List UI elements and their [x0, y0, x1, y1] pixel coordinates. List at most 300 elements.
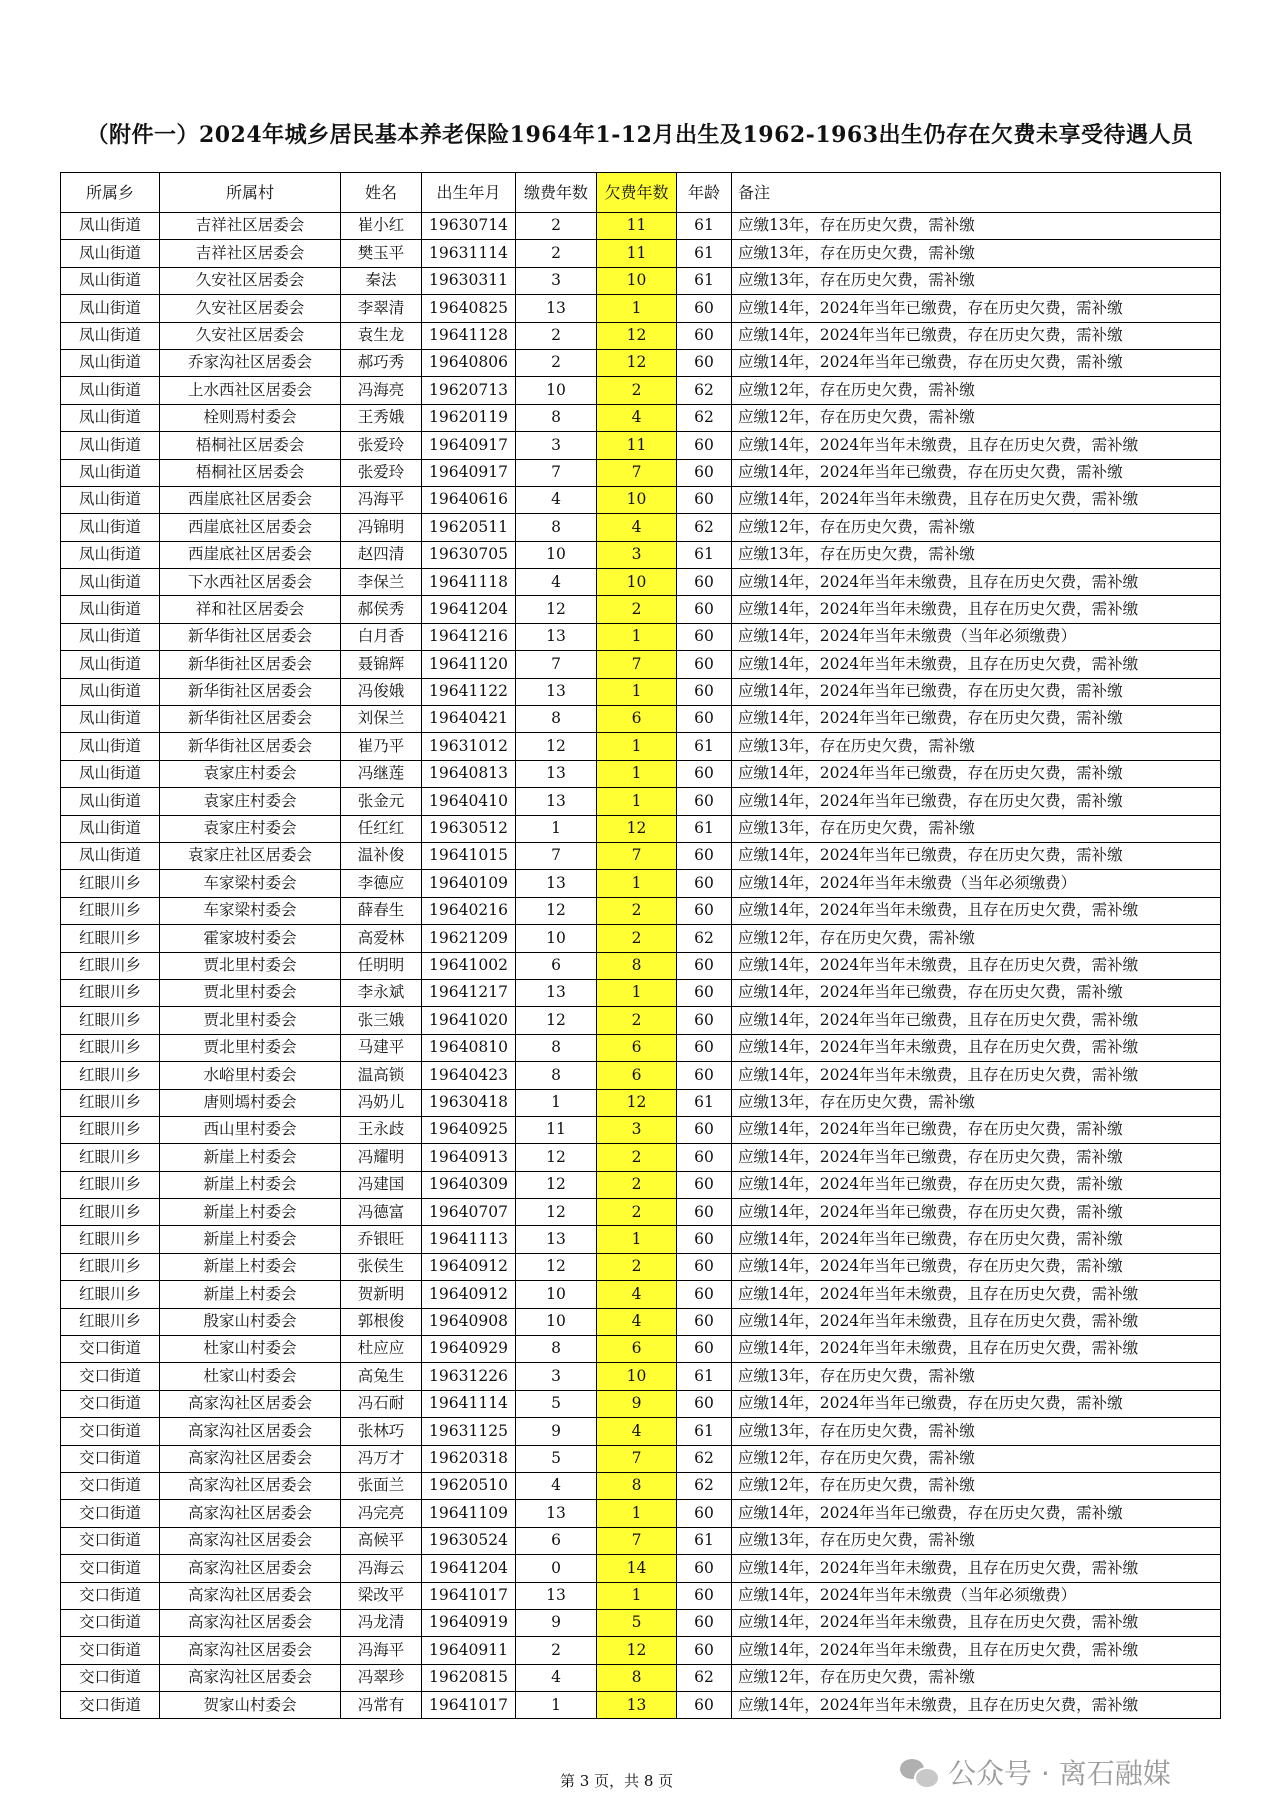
cell-owed-years: 1: [597, 1226, 677, 1253]
table-row: [61, 514, 1221, 541]
cell-township: 红眼川乡: [61, 897, 160, 924]
cell-birth: 19640912: [422, 1253, 516, 1280]
cell-name: 李翠清: [341, 295, 422, 322]
cell-age: 60: [677, 1308, 732, 1335]
cell-village: 栓则焉村委会: [160, 404, 341, 431]
cell-paid-years: 2: [516, 213, 597, 240]
cell-township: 凤山街道: [61, 706, 160, 733]
cell-birth: 19640917: [422, 432, 516, 459]
cell-birth: 19640929: [422, 1336, 516, 1363]
cell-township: 交口街道: [61, 1555, 160, 1582]
cell-remark: 应缴14年，2024年当年已缴费，存在历史欠费，需补缴: [732, 459, 1221, 486]
cell-remark: 应缴14年，2024年当年已缴费，存在历史欠费，需补缴: [732, 1199, 1221, 1226]
cell-age: 60: [677, 1637, 732, 1664]
cell-birth: 19641128: [422, 322, 516, 349]
cell-paid-years: 13: [516, 979, 597, 1006]
cell-birth: 19641118: [422, 569, 516, 596]
cell-remark: 应缴14年，2024年当年已缴费，存在历史欠费，需补缴: [732, 760, 1221, 787]
cell-remark: 应缴14年，2024年当年未缴费，且存在历史欠费，需补缴: [732, 1062, 1221, 1089]
cell-age: 60: [677, 1336, 732, 1363]
cell-township: 凤山街道: [61, 514, 160, 541]
cell-remark: 应缴14年，2024年当年已缴费，存在历史欠费，需补缴: [732, 349, 1221, 376]
cell-owed-years: 6: [597, 1336, 677, 1363]
cell-township: 交口街道: [61, 1363, 160, 1390]
cell-paid-years: 10: [516, 1281, 597, 1308]
cell-village: 祥和社区居委会: [160, 596, 341, 623]
cell-name: 郭根俊: [341, 1308, 422, 1335]
cell-remark: 应缴14年，2024年当年未缴费，且存在历史欠费，需补缴: [732, 486, 1221, 513]
cell-age: 61: [677, 815, 732, 842]
cell-age: 60: [677, 870, 732, 897]
cell-birth: 19640911: [422, 1637, 516, 1664]
cell-remark: 应缴14年，2024年当年已缴费，存在历史欠费，需补缴: [732, 979, 1221, 1006]
table-row: [61, 925, 1221, 952]
cell-owed-years: 2: [597, 1007, 677, 1034]
cell-remark: 应缴14年，2024年当年未缴费，且存在历史欠费，需补缴: [732, 1637, 1221, 1664]
cell-village: 袁家庄村委会: [160, 815, 341, 842]
cell-owed-years: 13: [597, 1692, 677, 1719]
cell-remark: 应缴14年，2024年当年已缴费，存在历史欠费，需补缴: [732, 1226, 1221, 1253]
cell-village: 新华街社区居委会: [160, 706, 341, 733]
cell-owed-years: 1: [597, 788, 677, 815]
cell-owed-years: 1: [597, 1500, 677, 1527]
cell-birth: 19620713: [422, 377, 516, 404]
cell-age: 61: [677, 1418, 732, 1445]
table-row: [61, 1226, 1221, 1253]
cell-township: 红眼川乡: [61, 870, 160, 897]
cell-owed-years: 7: [597, 842, 677, 869]
cell-age: 60: [677, 432, 732, 459]
table-row: [61, 213, 1221, 240]
cell-owed-years: 6: [597, 1062, 677, 1089]
cell-paid-years: 13: [516, 788, 597, 815]
cell-paid-years: 1: [516, 1089, 597, 1116]
cell-name: 冯常有: [341, 1692, 422, 1719]
cell-township: 红眼川乡: [61, 1253, 160, 1280]
cell-owed-years: 4: [597, 514, 677, 541]
cell-age: 62: [677, 1664, 732, 1691]
cell-name: 张面兰: [341, 1472, 422, 1499]
cell-name: 张林巧: [341, 1418, 422, 1445]
cell-township: 凤山街道: [61, 486, 160, 513]
col-header-name: 姓名: [341, 173, 422, 213]
cell-paid-years: 3: [516, 267, 597, 294]
cell-age: 60: [677, 760, 732, 787]
cell-paid-years: 6: [516, 1527, 597, 1554]
cell-village: 高家沟社区居委会: [160, 1609, 341, 1636]
cell-owed-years: 4: [597, 404, 677, 431]
cell-remark: 应缴14年，2024年当年未缴费，且存在历史欠费，需补缴: [732, 897, 1221, 924]
page-title: （附件一）2024年城乡居民基本养老保险1964年1-12月出生及1962-1963出生仍存在欠费未享受待遇人员: [86, 122, 1194, 148]
cell-remark: 应缴14年，2024年当年未缴费，且存在历史欠费，需补缴: [732, 1336, 1221, 1363]
cell-village: 下水西社区居委会: [160, 569, 341, 596]
cell-paid-years: 2: [516, 349, 597, 376]
cell-remark: 应缴14年，2024年当年已缴费，存在历史欠费，需补缴: [732, 842, 1221, 869]
cell-remark: 应缴13年，存在历史欠费，需补缴: [732, 213, 1221, 240]
table-row: [61, 815, 1221, 842]
cell-name: 白月香: [341, 623, 422, 650]
cell-paid-years: 12: [516, 596, 597, 623]
cell-name: 薛春生: [341, 897, 422, 924]
cell-birth: 19640813: [422, 760, 516, 787]
cell-age: 60: [677, 952, 732, 979]
cell-age: 61: [677, 213, 732, 240]
cell-township: 凤山街道: [61, 295, 160, 322]
cell-remark: 应缴14年，2024年当年未缴费，且存在历史欠费，需补缴: [732, 1281, 1221, 1308]
cell-age: 61: [677, 1089, 732, 1116]
cell-remark: 应缴14年，2024年当年已缴费，存在历史欠费，需补缴: [732, 1390, 1221, 1417]
table-row: [61, 1363, 1221, 1390]
cell-birth: 19641017: [422, 1582, 516, 1609]
cell-name: 王秀娥: [341, 404, 422, 431]
table-row: [61, 404, 1221, 431]
cell-owed-years: 1: [597, 295, 677, 322]
cell-birth: 19641217: [422, 979, 516, 1006]
cell-birth: 19641120: [422, 651, 516, 678]
cell-township: 红眼川乡: [61, 1062, 160, 1089]
cell-paid-years: 10: [516, 541, 597, 568]
table-row: [61, 870, 1221, 897]
cell-owed-years: 11: [597, 213, 677, 240]
cell-owed-years: 1: [597, 733, 677, 760]
cell-township: 红眼川乡: [61, 1089, 160, 1116]
cell-township: 交口街道: [61, 1664, 160, 1691]
cell-remark: 应缴13年，存在历史欠费，需补缴: [732, 541, 1221, 568]
cell-township: 凤山街道: [61, 213, 160, 240]
cell-paid-years: 0: [516, 1555, 597, 1582]
cell-owed-years: 4: [597, 1281, 677, 1308]
table-row: [61, 760, 1221, 787]
cell-owed-years: 2: [597, 596, 677, 623]
table-row: [61, 788, 1221, 815]
cell-birth: 19640912: [422, 1281, 516, 1308]
cell-remark: 应缴14年，2024年当年未缴费，且存在历史欠费，需补缴: [732, 1308, 1221, 1335]
cell-village: 高家沟社区居委会: [160, 1527, 341, 1554]
cell-township: 凤山街道: [61, 651, 160, 678]
cell-owed-years: 1: [597, 1582, 677, 1609]
cell-village: 车家梁村委会: [160, 870, 341, 897]
cell-age: 62: [677, 514, 732, 541]
cell-age: 62: [677, 1472, 732, 1499]
cell-village: 袁家庄社区居委会: [160, 842, 341, 869]
cell-birth: 19640216: [422, 897, 516, 924]
cell-township: 凤山街道: [61, 623, 160, 650]
cell-paid-years: 3: [516, 432, 597, 459]
cell-village: 西崖底社区居委会: [160, 541, 341, 568]
cell-owed-years: 10: [597, 569, 677, 596]
cell-owed-years: 11: [597, 240, 677, 267]
cell-remark: 应缴14年，2024年当年已缴费，存在历史欠费，需补缴: [732, 1253, 1221, 1280]
cell-village: 霍家坡村委会: [160, 925, 341, 952]
cell-township: 交口街道: [61, 1445, 160, 1472]
roster-table: [60, 172, 1221, 1719]
cell-township: 交口街道: [61, 1336, 160, 1363]
cell-township: 交口街道: [61, 1692, 160, 1719]
cell-name: 崔乃平: [341, 733, 422, 760]
cell-paid-years: 12: [516, 1199, 597, 1226]
cell-paid-years: 2: [516, 1637, 597, 1664]
table-row: [61, 1390, 1221, 1417]
cell-age: 60: [677, 678, 732, 705]
cell-birth: 19640410: [422, 788, 516, 815]
cell-name: 马建平: [341, 1034, 422, 1061]
cell-owed-years: 14: [597, 1555, 677, 1582]
cell-paid-years: 1: [516, 1692, 597, 1719]
cell-paid-years: 13: [516, 623, 597, 650]
cell-age: 60: [677, 897, 732, 924]
cell-village: 高家沟社区居委会: [160, 1418, 341, 1445]
cell-remark: 应缴14年，2024年当年未缴费，且存在历史欠费，需补缴: [732, 1555, 1221, 1582]
cell-remark: 应缴12年，存在历史欠费，需补缴: [732, 514, 1221, 541]
cell-birth: 19631012: [422, 733, 516, 760]
cell-birth: 19641002: [422, 952, 516, 979]
cell-birth: 19621209: [422, 925, 516, 952]
cell-age: 62: [677, 404, 732, 431]
table-row: [61, 1692, 1221, 1719]
cell-village: 贾北里村委会: [160, 1007, 341, 1034]
cell-village: 上水西社区居委会: [160, 377, 341, 404]
cell-name: 温补俊: [341, 842, 422, 869]
cell-village: 杜家山村委会: [160, 1363, 341, 1390]
cell-name: 冯海平: [341, 486, 422, 513]
cell-owed-years: 2: [597, 1199, 677, 1226]
cell-name: 冯锦明: [341, 514, 422, 541]
cell-paid-years: 4: [516, 1472, 597, 1499]
cell-remark: 应缴12年，存在历史欠费，需补缴: [732, 925, 1221, 952]
cell-remark: 应缴12年，存在历史欠费，需补缴: [732, 404, 1221, 431]
table-row: [61, 377, 1221, 404]
cell-birth: 19620815: [422, 1664, 516, 1691]
cell-paid-years: 13: [516, 1226, 597, 1253]
cell-birth: 19641020: [422, 1007, 516, 1034]
cell-name: 冯海亮: [341, 377, 422, 404]
cell-paid-years: 7: [516, 842, 597, 869]
cell-township: 交口街道: [61, 1390, 160, 1417]
cell-village: 久安社区居委会: [160, 322, 341, 349]
table-row: [61, 1089, 1221, 1116]
cell-owed-years: 1: [597, 979, 677, 1006]
cell-village: 高家沟社区居委会: [160, 1582, 341, 1609]
cell-village: 高家沟社区居委会: [160, 1472, 341, 1499]
cell-birth: 19640806: [422, 349, 516, 376]
table-row: [61, 678, 1221, 705]
col-header-village: 所属村: [160, 173, 341, 213]
cell-remark: 应缴14年，2024年当年未缴费，且存在历史欠费，需补缴: [732, 432, 1221, 459]
table-row: [61, 1253, 1221, 1280]
cell-birth: 19630714: [422, 213, 516, 240]
cell-remark: 应缴12年，存在历史欠费，需补缴: [732, 1664, 1221, 1691]
cell-owed-years: 6: [597, 1034, 677, 1061]
cell-owed-years: 12: [597, 349, 677, 376]
cell-paid-years: 4: [516, 486, 597, 513]
cell-age: 62: [677, 1445, 732, 1472]
cell-owed-years: 6: [597, 706, 677, 733]
cell-paid-years: 4: [516, 569, 597, 596]
cell-name: 李永斌: [341, 979, 422, 1006]
table-row: [61, 240, 1221, 267]
cell-owed-years: 12: [597, 1089, 677, 1116]
table-row: [61, 897, 1221, 924]
cell-owed-years: 2: [597, 1253, 677, 1280]
table-row: [61, 1637, 1221, 1664]
cell-remark: 应缴13年，存在历史欠费，需补缴: [732, 1527, 1221, 1554]
cell-birth: 19640421: [422, 706, 516, 733]
cell-age: 61: [677, 240, 732, 267]
cell-name: 冯建国: [341, 1171, 422, 1198]
cell-village: 梧桐社区居委会: [160, 432, 341, 459]
cell-birth: 19640707: [422, 1199, 516, 1226]
cell-age: 60: [677, 349, 732, 376]
cell-township: 红眼川乡: [61, 1226, 160, 1253]
cell-village: 新崖上村委会: [160, 1144, 341, 1171]
cell-birth: 19620318: [422, 1445, 516, 1472]
cell-village: 新华街社区居委会: [160, 733, 341, 760]
cell-name: 樊玉平: [341, 240, 422, 267]
cell-paid-years: 7: [516, 459, 597, 486]
cell-owed-years: 1: [597, 760, 677, 787]
cell-village: 袁家庄村委会: [160, 760, 341, 787]
cell-age: 60: [677, 596, 732, 623]
cell-village: 新华街社区居委会: [160, 678, 341, 705]
cell-paid-years: 12: [516, 1171, 597, 1198]
cell-birth: 19640925: [422, 1116, 516, 1143]
cell-name: 张三娥: [341, 1007, 422, 1034]
cell-age: 60: [677, 979, 732, 1006]
cell-paid-years: 2: [516, 240, 597, 267]
cell-birth: 19641017: [422, 1692, 516, 1719]
cell-paid-years: 12: [516, 1007, 597, 1034]
cell-paid-years: 10: [516, 1308, 597, 1335]
cell-village: 西崖底社区居委会: [160, 486, 341, 513]
cell-birth: 19641015: [422, 842, 516, 869]
cell-township: 凤山街道: [61, 377, 160, 404]
cell-remark: 应缴14年，2024年当年未缴费（当年必须缴费）: [732, 623, 1221, 650]
table-row: [61, 1336, 1221, 1363]
table-row: [61, 623, 1221, 650]
table-row: [61, 1281, 1221, 1308]
table-row: [61, 706, 1221, 733]
cell-village: 新崖上村委会: [160, 1253, 341, 1280]
watermark: [900, 1752, 1171, 1792]
table-row: [61, 541, 1221, 568]
cell-village: 新崖上村委会: [160, 1226, 341, 1253]
cell-remark: 应缴12年，存在历史欠费，需补缴: [732, 377, 1221, 404]
cell-village: 高家沟社区居委会: [160, 1445, 341, 1472]
cell-paid-years: 8: [516, 1034, 597, 1061]
cell-age: 60: [677, 1144, 732, 1171]
cell-age: 60: [677, 1199, 732, 1226]
cell-village: 吉祥社区居委会: [160, 213, 341, 240]
table-row: [61, 1664, 1221, 1691]
table-row: [61, 1034, 1221, 1061]
cell-age: 60: [677, 623, 732, 650]
cell-township: 凤山街道: [61, 459, 160, 486]
cell-township: 红眼川乡: [61, 1116, 160, 1143]
table-row: [61, 432, 1221, 459]
cell-village: 高家沟社区居委会: [160, 1390, 341, 1417]
page-footer: 第 3 页，共 8 页: [560, 1772, 674, 1790]
cell-township: 凤山街道: [61, 678, 160, 705]
cell-township: 凤山街道: [61, 596, 160, 623]
cell-name: 张金元: [341, 788, 422, 815]
cell-birth: 19630705: [422, 541, 516, 568]
cell-owed-years: 7: [597, 459, 677, 486]
cell-name: 梁改平: [341, 1582, 422, 1609]
cell-paid-years: 8: [516, 514, 597, 541]
cell-age: 60: [677, 788, 732, 815]
cell-birth: 19640423: [422, 1062, 516, 1089]
cell-birth: 19640908: [422, 1308, 516, 1335]
cell-age: 60: [677, 1500, 732, 1527]
table-row: [61, 596, 1221, 623]
cell-remark: 应缴13年，存在历史欠费，需补缴: [732, 815, 1221, 842]
col-header-birth: 出生年月: [422, 173, 516, 213]
cell-township: 交口街道: [61, 1582, 160, 1609]
table-row: [61, 1199, 1221, 1226]
cell-owed-years: 10: [597, 267, 677, 294]
cell-owed-years: 7: [597, 1527, 677, 1554]
cell-paid-years: 10: [516, 377, 597, 404]
cell-village: 贺家山村委会: [160, 1692, 341, 1719]
col-header-remark: 备注: [732, 173, 1221, 213]
cell-age: 61: [677, 1527, 732, 1554]
table-row: [61, 651, 1221, 678]
cell-paid-years: 8: [516, 404, 597, 431]
cell-owed-years: 12: [597, 322, 677, 349]
table-row: [61, 1062, 1221, 1089]
cell-village: 高家沟社区居委会: [160, 1500, 341, 1527]
cell-remark: 应缴14年，2024年当年未缴费，且存在历史欠费，需补缴: [732, 569, 1221, 596]
cell-birth: 19630524: [422, 1527, 516, 1554]
cell-owed-years: 2: [597, 377, 677, 404]
cell-village: 新崖上村委会: [160, 1171, 341, 1198]
cell-paid-years: 13: [516, 1500, 597, 1527]
cell-name: 冯俊娥: [341, 678, 422, 705]
table-row: [61, 1171, 1221, 1198]
cell-birth: 19630311: [422, 267, 516, 294]
table-row: [61, 842, 1221, 869]
cell-village: 西山里村委会: [160, 1116, 341, 1143]
cell-village: 杜家山村委会: [160, 1336, 341, 1363]
cell-remark: 应缴14年，2024年当年已缴费，存在历史欠费，需补缴: [732, 1144, 1221, 1171]
cell-paid-years: 12: [516, 1253, 597, 1280]
cell-township: 交口街道: [61, 1527, 160, 1554]
cell-township: 凤山街道: [61, 240, 160, 267]
cell-name: 郝巧秀: [341, 349, 422, 376]
table-row: [61, 733, 1221, 760]
cell-age: 60: [677, 459, 732, 486]
cell-village: 高家沟社区居委会: [160, 1664, 341, 1691]
table-body: [61, 213, 1221, 1719]
cell-name: 崔小红: [341, 213, 422, 240]
cell-birth: 19641216: [422, 623, 516, 650]
cell-name: 冯万才: [341, 1445, 422, 1472]
cell-age: 60: [677, 651, 732, 678]
cell-name: 冯德富: [341, 1199, 422, 1226]
col-header-paid-years: 缴费年数: [516, 173, 597, 213]
cell-village: 贾北里村委会: [160, 952, 341, 979]
cell-name: 袁生龙: [341, 322, 422, 349]
cell-owed-years: 8: [597, 1472, 677, 1499]
cell-remark: 应缴13年，存在历史欠费，需补缴: [732, 240, 1221, 267]
cell-township: 红眼川乡: [61, 979, 160, 1006]
table-row: [61, 295, 1221, 322]
cell-name: 秦法: [341, 267, 422, 294]
cell-owed-years: 10: [597, 1363, 677, 1390]
cell-township: 凤山街道: [61, 733, 160, 760]
cell-age: 60: [677, 1253, 732, 1280]
cell-remark: 应缴14年，2024年当年未缴费（当年必须缴费）: [732, 1582, 1221, 1609]
